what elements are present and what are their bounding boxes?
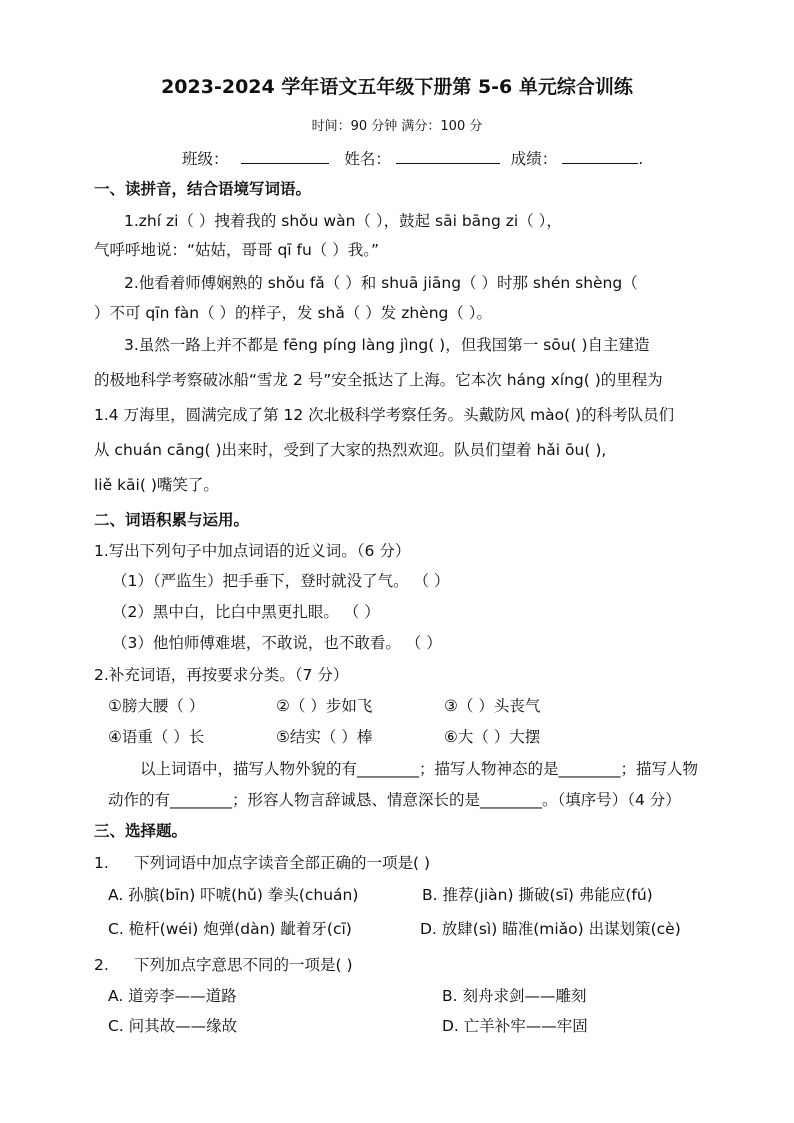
s3-q2-text: 下列加点字意思不同的一项是( ): [134, 956, 353, 974]
word-item: ⑤结实（ ）棒: [276, 728, 373, 746]
s1-q3-line4: 从 chuán cāng( )出来时，受到了大家的热烈欢迎。队员们望着 hǎi ōu( ),: [94, 441, 607, 459]
s1-q3-line3: 1.4 万海里，圆满完成了第 12 次北极科学考察任务。头戴防风 mào( )的科考队员们: [94, 406, 675, 424]
class-field[interactable]: [241, 147, 329, 164]
word-item: ①膀大腰（ ）: [108, 697, 205, 715]
s1-q3-line1: 3.虽然一路上并不都是 fēng píng làng jìng( )，但我国第一 sōu( )自主建造: [124, 336, 650, 354]
s2-q2: 2.补充词语，再按要求分类。（7 分）: [94, 666, 349, 684]
s3-q2-number: 2.: [94, 956, 109, 974]
student-info-row: [182, 147, 643, 170]
section-1-heading: 一、读拼音，结合语境写词语。: [94, 180, 312, 198]
s1-q1-line2: 气呼呼地说：“姑姑，哥哥 qī fu（ ）我。”: [94, 241, 380, 259]
score-field[interactable]: [562, 147, 638, 164]
option-d[interactable]: D. 放肆(sì) 瞄准(miǎo) 出谋划策(cè): [420, 920, 681, 938]
end-mark: .: [638, 150, 644, 168]
s3-q1-number: 1.: [94, 854, 109, 872]
name-label: 姓名：: [344, 150, 391, 168]
page-title: 2023-2024 学年语文五年级下册第 5-6 单元综合训练: [161, 76, 633, 98]
option-c[interactable]: C. 桅杆(wéi) 炮弹(dàn) 龇着牙(cī): [108, 920, 352, 938]
option-b[interactable]: B. 刻舟求剑——雕刻: [442, 987, 587, 1005]
s2-fill-line2: 动作的有________；形容人物言辞诚恳、情意深长的是________。（填序号）（4 分）: [108, 791, 681, 809]
s1-q1-line1: 1.zhí zi（ ）拽着我的 shǒu wàn（ ），鼓起 sāi bāng zi（ ），: [124, 212, 562, 230]
class-label: 班级：: [182, 150, 229, 168]
s1-q2-line1: 2.他看着师傅娴熟的 shǒu fǎ（ ）和 shuā jiāng（ ）时那 shén shèng（: [124, 274, 638, 292]
s2-q1-c: （3）他怕师傅难堪，不敢说，也不敢看。 （ ）: [112, 634, 442, 652]
word-item: ⑥大（ ）大摆: [444, 728, 541, 746]
s1-q3-line5: liě kāi( )嘴笑了。: [94, 476, 219, 494]
time-score-line: 时间：90 分钟 满分：100 分: [311, 119, 483, 134]
word-item: ②（ ）步如飞: [276, 697, 373, 715]
section-2-heading: 二、词语积累与运用。: [94, 511, 250, 529]
s3-q1-text: 下列词语中加点字读音全部正确的一项是( ): [134, 854, 431, 872]
word-item: ③（ ）头丧气: [444, 697, 541, 715]
option-a[interactable]: A. 道旁李——道路: [108, 987, 237, 1005]
option-a[interactable]: A. 孙膑(bīn) 吓唬(hǔ) 拳头(chuán): [108, 886, 359, 904]
s2-fill-line1: 以上词语中，描写人物外貌的有________；描写人物神态的是________；描写人物: [140, 760, 699, 778]
s2-q1: 1.写出下列句子中加点词语的近义词。（6 分）: [94, 542, 411, 560]
option-d[interactable]: D. 亡羊补牢——牢固: [442, 1017, 588, 1035]
option-b[interactable]: B. 推荐(jiàn) 撕破(sī) 弗能应(fú): [422, 886, 653, 904]
s1-q3-line2: 的极地科学考察破冰船“雪龙 2 号”安全抵达了上海。它本次 háng xíng( )的里程为: [94, 371, 663, 389]
option-c[interactable]: C. 问其故——缘故: [108, 1017, 238, 1035]
section-3-heading: 三、选择题。: [94, 822, 188, 840]
score-label: 成绩：: [510, 150, 558, 168]
word-item: ④语重（ ）长: [108, 728, 205, 746]
s2-q1-a: （1）（严监生）把手垂下，登时就没了气。 （ ）: [112, 572, 450, 590]
s1-q2-line2: ）不可 qīn fàn（ ）的样子，发 shǎ（ ）发 zhèng（ ）。: [94, 304, 493, 322]
s2-q1-b: （2）黑中白，比白中黑更扎眼。 （ ）: [112, 603, 380, 621]
name-field[interactable]: [396, 147, 500, 164]
